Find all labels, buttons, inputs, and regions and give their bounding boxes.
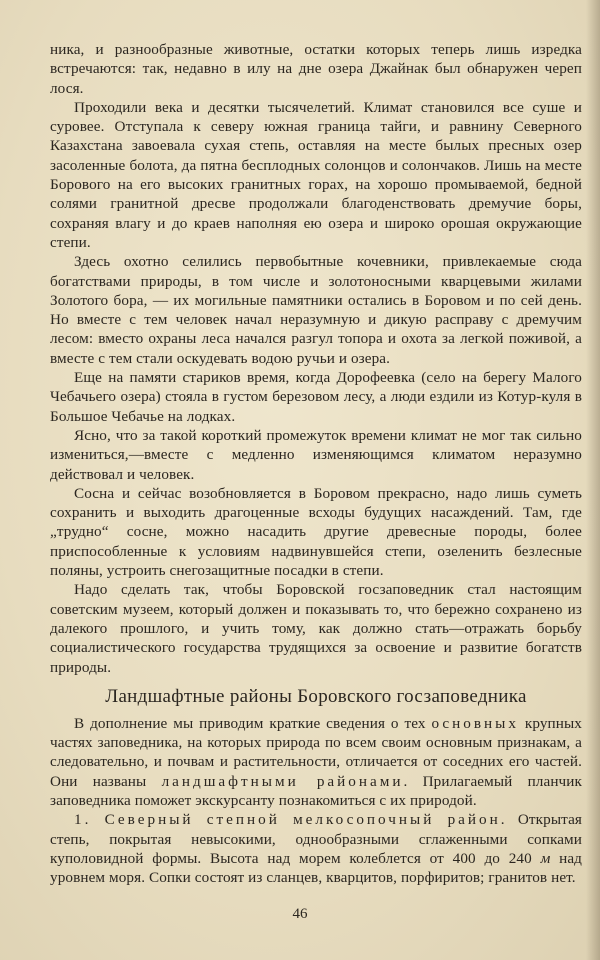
section-heading: Ландшафтные районы Боровского госзаповедника <box>105 685 527 707</box>
paragraph-landscape-intro <box>50 714 582 810</box>
spaced-emphasis: ландшафтными районами <box>161 772 404 790</box>
spaced-emphasis: основных <box>431 714 519 732</box>
text-run: над уровнем моря. Сопки состоят из сланцев, кварцитов, порфиритов; гранитов нет. <box>50 849 582 887</box>
paragraph-museum: Надо сделать так, чтобы Боровской госзаповедник стал настоящим советским музеем, который должен и показывать то, что бережно сохранено из далекого прошлого, и учить тому, как должно стать—отражать борьбу социалистического государства трудящихся за освоение и развитие богатств природы. <box>50 581 582 676</box>
paragraph-climate-change: Ясно, что за такой короткий промежуток времени климат не мог так сильно измениться,—вместе с медленно изменяющимся климатом неразумно действовал и человек. <box>50 426 582 483</box>
paragraph-northern-district <box>50 810 582 887</box>
unit-meter: м <box>540 849 551 867</box>
page-number: 46 <box>292 906 308 922</box>
paragraph-climate: Проходили века и десятки тысячелетий. Климат становился все суше и суровее. Отступала к северу южная граница тайги, и равнину Северного Казахстана завоевала сухая степь, оставляя на месте былых пресных озер засоленные болота, да пятна бесплодных солонцов и солончаков. Лишь на месте Борового на его высоких гранитных горах, на хорошо промываемой, бедной солями гранитной дресве продолжали благоденствовать дремучие боры, сохраняя влагу и до краев наполняя ею озера и широко орошая окружающие степи. <box>50 98 582 251</box>
text-run: В дополнение мы приводим краткие сведения о тех <box>74 714 432 732</box>
page-content <box>50 40 582 887</box>
paragraph-pine-renewal: Сосна и сейчас возобновляется в Боровом прекрасно, надо лишь суметь сохранить и выходить драгоценные всходы будущих насаждений. Там, где „трудно“ сосне, можно насадить другие древесные породы, более приспособленные к условиям надвинувшейся степи, озеленить безлесные поляны, устроить снегозащитные посадки в степи. <box>50 484 582 580</box>
page-edge-shadow <box>586 0 600 960</box>
paragraph-nomads: Здесь охотно селились первобытные кочевники, привлекаемые сюда богатствами природы, в том числе и золотоносными кварцевыми жилами Золотого бора, — их могильные памятники остались в Боровом и по сей день. Но вместе с тем человек начал неразумную и дикую расправу с дремучим лесом: вместо охраны леса начался разгул топора и охота за легкой поживой, а вместе с тем стали оскудевать водою ручьи и озера. <box>50 253 582 367</box>
paragraph-dorofeevka: Еще на памяти стариков время, когда Дорофеевка (село на берегу Малого Чебачьего озера) стояла в густом березовом лесу, а люди ездили из Котур-куля в Большое Чебачье на лодках. <box>50 369 582 425</box>
text-run: крупных частях заповедника, на которых природа по всем своим основным признакам, а следовательно, и почвам и растительности, отличается от соседних его частей. Они названы <box>50 714 582 790</box>
text-run: . Прилагаемый планчик заповедника поможет экскурсанту познакомиться с их природой. <box>50 772 582 809</box>
district-title: 1. Северный степной мелкосопочный район. <box>74 811 508 829</box>
text-run: Открытая степь, покрытая невысокими, однообразными сглаженными сопками куполовидной формы. Высота над морем колеблется от 400 до 240 <box>50 811 582 867</box>
paragraph-continuation: ника, и разнообразные животные, остатки которых теперь лишь изредка встречаются: так, недавно в илу на дне озера Джайнак был обнаружен череп лося. <box>50 41 582 97</box>
